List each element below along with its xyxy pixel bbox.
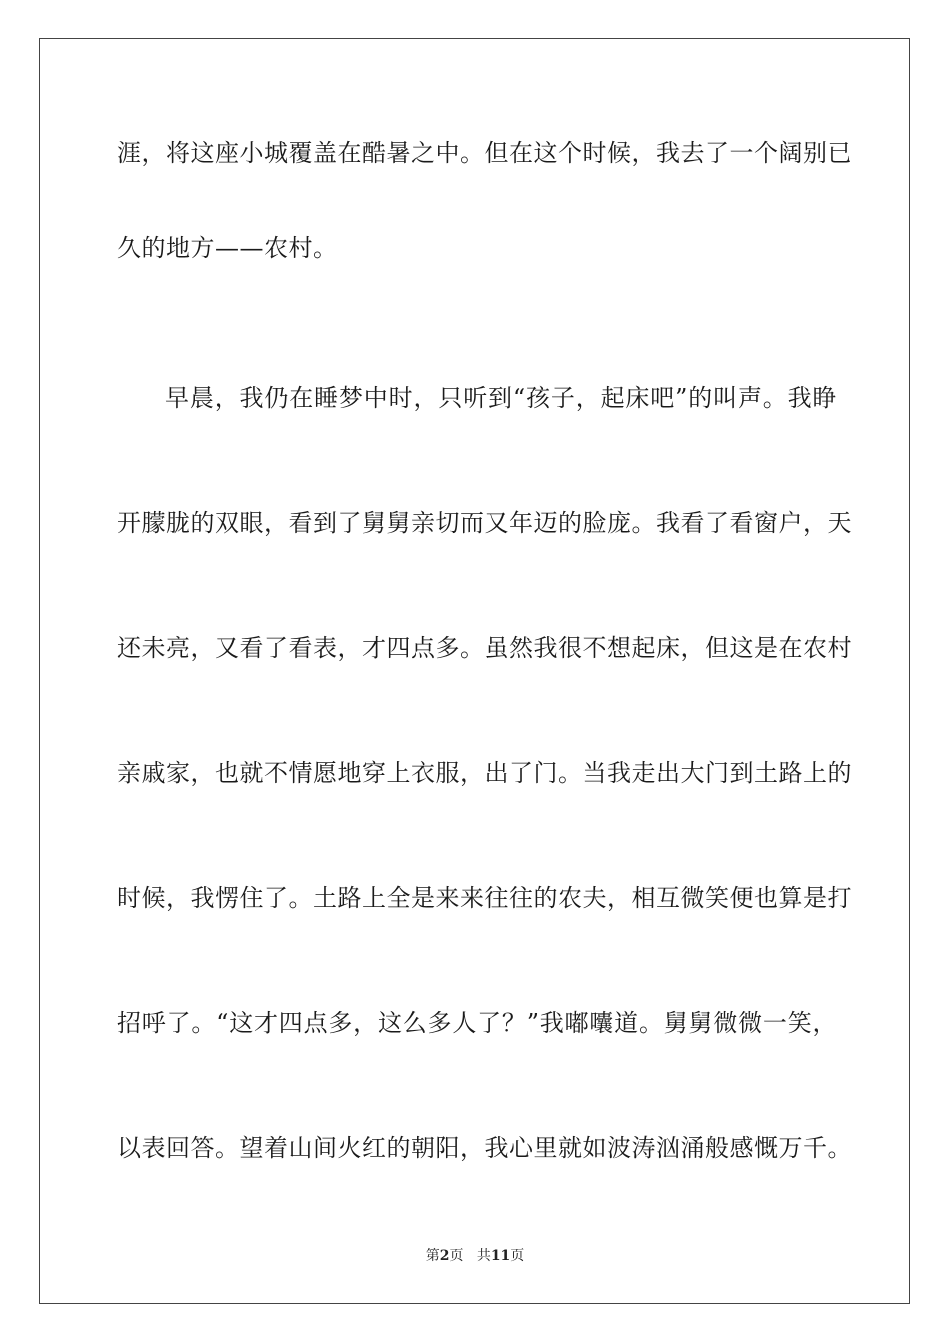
page-number: 2 bbox=[439, 1248, 450, 1264]
page-prefix: 第 bbox=[425, 1248, 440, 1264]
total-pages: 11 bbox=[490, 1248, 511, 1264]
page-suffix: 页 bbox=[449, 1248, 464, 1264]
total-suffix: 页 bbox=[510, 1248, 525, 1264]
text-line-2: 久的地方——农村。 bbox=[117, 234, 338, 262]
text-line-9: 以表回答。望着山间火红的朝阳，我心里就如波涛汹涌般感慨万千。 bbox=[117, 1134, 852, 1162]
text-line-3: 早晨，我仍在睡梦中时，只听到“孩子，起床吧”的叫声。我睁 bbox=[165, 384, 837, 412]
page-footer bbox=[0, 1246, 950, 1266]
text-line-6: 亲戚家，也就不情愿地穿上衣服，出了门。当我走出大门到土路上的 bbox=[117, 759, 852, 787]
text-line-7: 时候，我愣住了。土路上全是来来往往的农夫，相互微笑便也算是打 bbox=[117, 884, 852, 912]
text-line-5: 还未亮，又看了看表，才四点多。虽然我很不想起床，但这是在农村 bbox=[117, 634, 852, 662]
text-line-4: 开朦胧的双眼，看到了舅舅亲切而又年迈的脸庞。我看了看窗户，天 bbox=[117, 509, 852, 537]
total-prefix: 共 bbox=[476, 1248, 491, 1264]
text-line-8: 招呼了。“这才四点多，这么多人了？”我嘟囔道。舅舅微微一笑， bbox=[117, 1009, 837, 1037]
text-line-1: 涯，将这座小城覆盖在酷暑之中。但在这个时候，我去了一个阔别已 bbox=[117, 139, 852, 167]
